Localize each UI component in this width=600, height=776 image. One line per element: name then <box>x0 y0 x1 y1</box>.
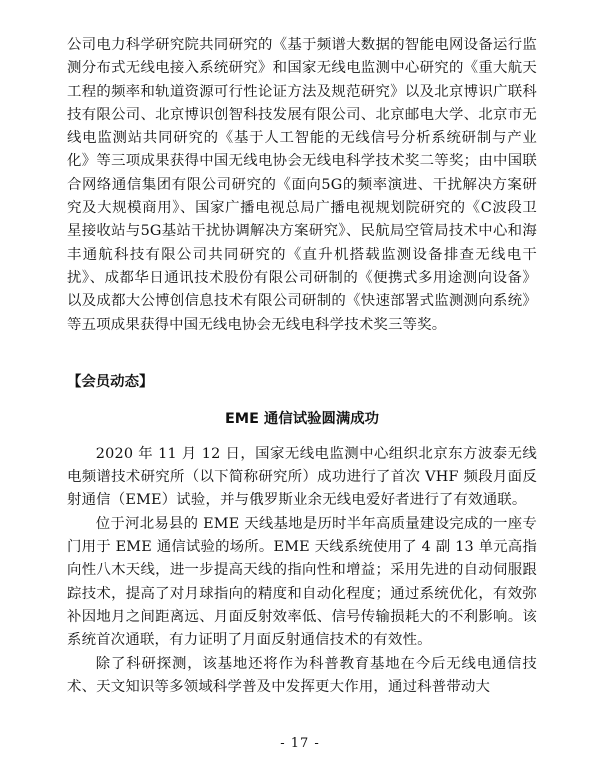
section-tag-member-news: 【会员动态】 <box>67 373 154 390</box>
eme-outreach-paragraph: 除了科研探测，该基地还将作为科普教育基地在今后无线电通信技术、天文知识等多领域科学普及中发挥更大作用，通过科普带动大 <box>67 655 537 695</box>
document-page <box>67 34 537 699</box>
page-number: - 17 - <box>280 736 320 751</box>
eme-intro-paragraph: 2020 年 11 月 12 日，国家无线电监测中心组织北京东方波泰无线电频谱技术研究所（以下简称研究所）成功进行了首次 VHF 频段月面反射通信（EME）试验，并与俄罗斯业余无线电爱好者进行了有效通联。 <box>67 445 537 509</box>
award-results-paragraph: 公司电力科学研究院共同研究的《基于频谱大数据的智能电网设备运行监测分布式无线电接入系统研究》和国家无线电监测中心研究的《重大航天工程的频率和轨道资源可行性论证方法及规范研究》以及北京博识广联科技有限公司、北京博识创智科技发展有限公司、北京邮电大学、北京市无线电监测站共同研究的《基于人工智能的无线信号分析系统研制与产业化》等三项成果获得中国无线电协会无线电科学技术奖二等奖；由中国联合网络通信集团有限公司研究的《面向5G的频率演进、干扰解决方案研究及大规模商用》、国家广播电视总局广播电视规划院研究的《C波段卫星接收站与5G基站干扰协调解决方案研究》、民航局空管局技术中心和海丰通航科技有限公司共同研究的《直升机搭载监测设备排查无线电干扰》、成都华日通讯技术股份有限公司研制的《便携式多用途测向设备》以及成都大公博创信息技术有限公司研制的《快速部署式监测测向系统》等五项成果获得中国无线电协会无线电科学技术奖三等奖。 <box>67 37 537 333</box>
eme-base-paragraph: 位于河北易县的 EME 天线基地是历时半年高质量建设完成的一座专门用于 EME 通信试验的场所。EME 天线系统使用了 4 副 13 单元高指向性八木天线，进一步提高天线的指向性和增益；采用先进的自动伺服跟踪技术，提高了对月球指向的精度和自动化程度；通过系统优化，有效弥补因地月之间距离远、月面反射效率低、信号传输损耗大的不利影响。该系统首次通联，有力证明了月面反射通信技术的有效性。 <box>67 515 537 649</box>
article-title: EME 通信试验圆满成功 <box>224 410 380 427</box>
